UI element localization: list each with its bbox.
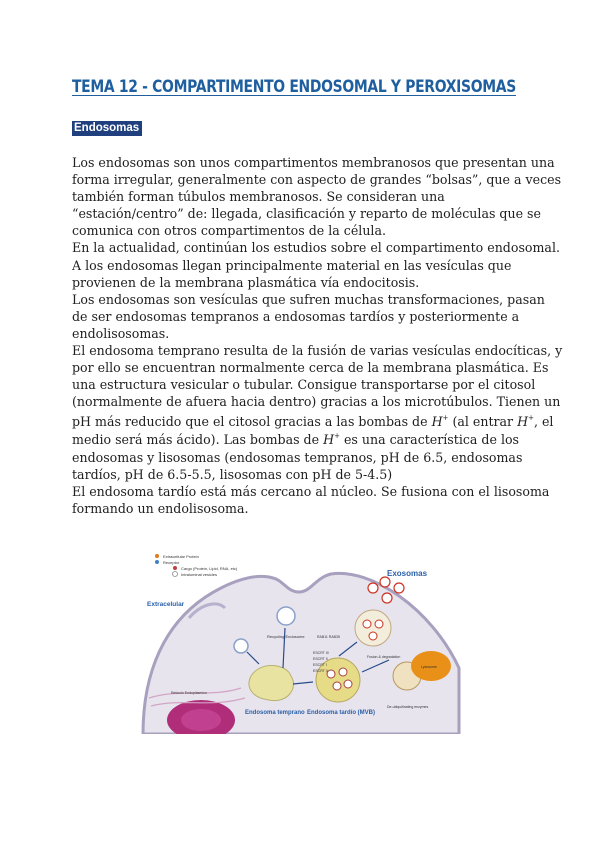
exosome xyxy=(368,583,378,593)
hydrogen-ion: H+ xyxy=(517,414,534,430)
exosome xyxy=(394,583,404,593)
text-line: El endosoma temprano resulta de la fusión de varias vesículas endocíticas, y xyxy=(72,343,563,359)
hydrogen-ion: H+ xyxy=(431,414,449,430)
exosomas-label: Exosomas xyxy=(387,569,428,578)
fusion-label: Fusion & degradation xyxy=(367,655,401,659)
mvb-fusing xyxy=(355,610,391,646)
text-line: “estación/centro” de: llegada, clasificación y reparto de moléculas que se xyxy=(72,206,541,222)
legend-item: Intraluminal vesicles xyxy=(181,572,218,577)
legend-item: Receptor xyxy=(163,560,180,565)
page-title: TEMA 12 - COMPARTIMENTO ENDOSOMAL Y PEROXISOMAS xyxy=(72,77,516,97)
text-line: A los endosomas llegan principalmente material en las vesículas que xyxy=(72,257,512,273)
endosome-diagram-svg xyxy=(141,548,461,734)
escrt-label: ESCRT III xyxy=(313,651,329,655)
endosoma-temprano-label: Endosoma temprano xyxy=(245,710,305,716)
exosome xyxy=(380,577,390,587)
text-line: endolisosomas. xyxy=(72,325,170,341)
escrt-label: ESCRT 0 xyxy=(313,669,328,673)
text-line: una estructura vesicular o tubular. Consigue transportarse por el citosol xyxy=(72,377,536,393)
deubiquitinating-label: De-ubiquitinating enzymes xyxy=(387,705,429,709)
text-line: Los endosomas son vesículas que sufren muchas transformaciones, pasan xyxy=(72,291,545,307)
extracelular-label: Extracelular xyxy=(147,601,185,608)
reticulo-label: Retículo Endoplásmico xyxy=(171,691,207,695)
text-line: por ello se encuentran normalmente cerca de la membrana plasmática. Es xyxy=(72,360,549,376)
text-line: endosomas y lisosomas (endosomas tempranos, pH de 6.5, endosomas xyxy=(72,449,523,465)
escrt-label: ESCRT II xyxy=(313,657,328,661)
text-line: comunica con otros compartimentos de la célula. xyxy=(72,223,386,239)
vesicle xyxy=(234,639,248,653)
early-endosome xyxy=(249,665,294,700)
recycling-label: Recycling Endosome xyxy=(267,634,305,639)
vesicle xyxy=(277,607,295,625)
text-line: también forman túbulos membranosos. Se consideran una xyxy=(72,189,445,205)
escrt-label: ESCRT I xyxy=(313,663,327,667)
text-line-ph: medio será más ácido). Las bombas de H+ es una característica de los xyxy=(72,432,520,448)
section-heading: Endosomas xyxy=(72,121,142,136)
legend-item: Cargo (Protein, Lipid, RNA, etc) xyxy=(181,566,238,571)
endosoma-tardio-label: Endosoma tardío (MVB) xyxy=(307,710,376,716)
text-line: tardíos, pH de 6.5-5.5, lisosomas con pH de 5-4.5) xyxy=(72,466,393,482)
legend-item: Extracellular Protein xyxy=(163,554,199,559)
lysosome-label: Lysosome xyxy=(421,665,437,669)
text-line: En la actualidad, continúan los estudios sobre el compartimento endosomal. xyxy=(72,240,560,256)
text-line: formando un endolisosoma. xyxy=(72,500,249,516)
text-line: El endosoma tardío está más cercano al núcleo. Se fusiona con el lisosoma xyxy=(72,483,550,499)
text-line: Los endosomas son unos compartimentos membranosos que presentan una xyxy=(72,155,555,170)
text-line: provienen de la membrana plasmática vía endocitosis. xyxy=(72,274,420,290)
text-line: de ser endosomas tempranos a endosomas tardíos y posteriormente a xyxy=(72,308,520,324)
hydrogen-ion: H+ xyxy=(323,432,340,448)
text-line-ph: pH más reducido que el citosol gracias a las bombas de H+ (al entrar H+, el xyxy=(72,414,554,430)
endosome-diagram xyxy=(141,548,461,734)
exosome xyxy=(382,593,392,603)
text-line: forma irregular, generalmente con aspecto de grandes “bolsas”, que a veces xyxy=(72,172,562,188)
body-text xyxy=(72,154,563,517)
text-line: (normalmente de afuera hacia dentro) gracias a los microtúbulos. Tienen un xyxy=(72,394,561,410)
rab-label: RAB11 RAB35 xyxy=(317,635,340,639)
